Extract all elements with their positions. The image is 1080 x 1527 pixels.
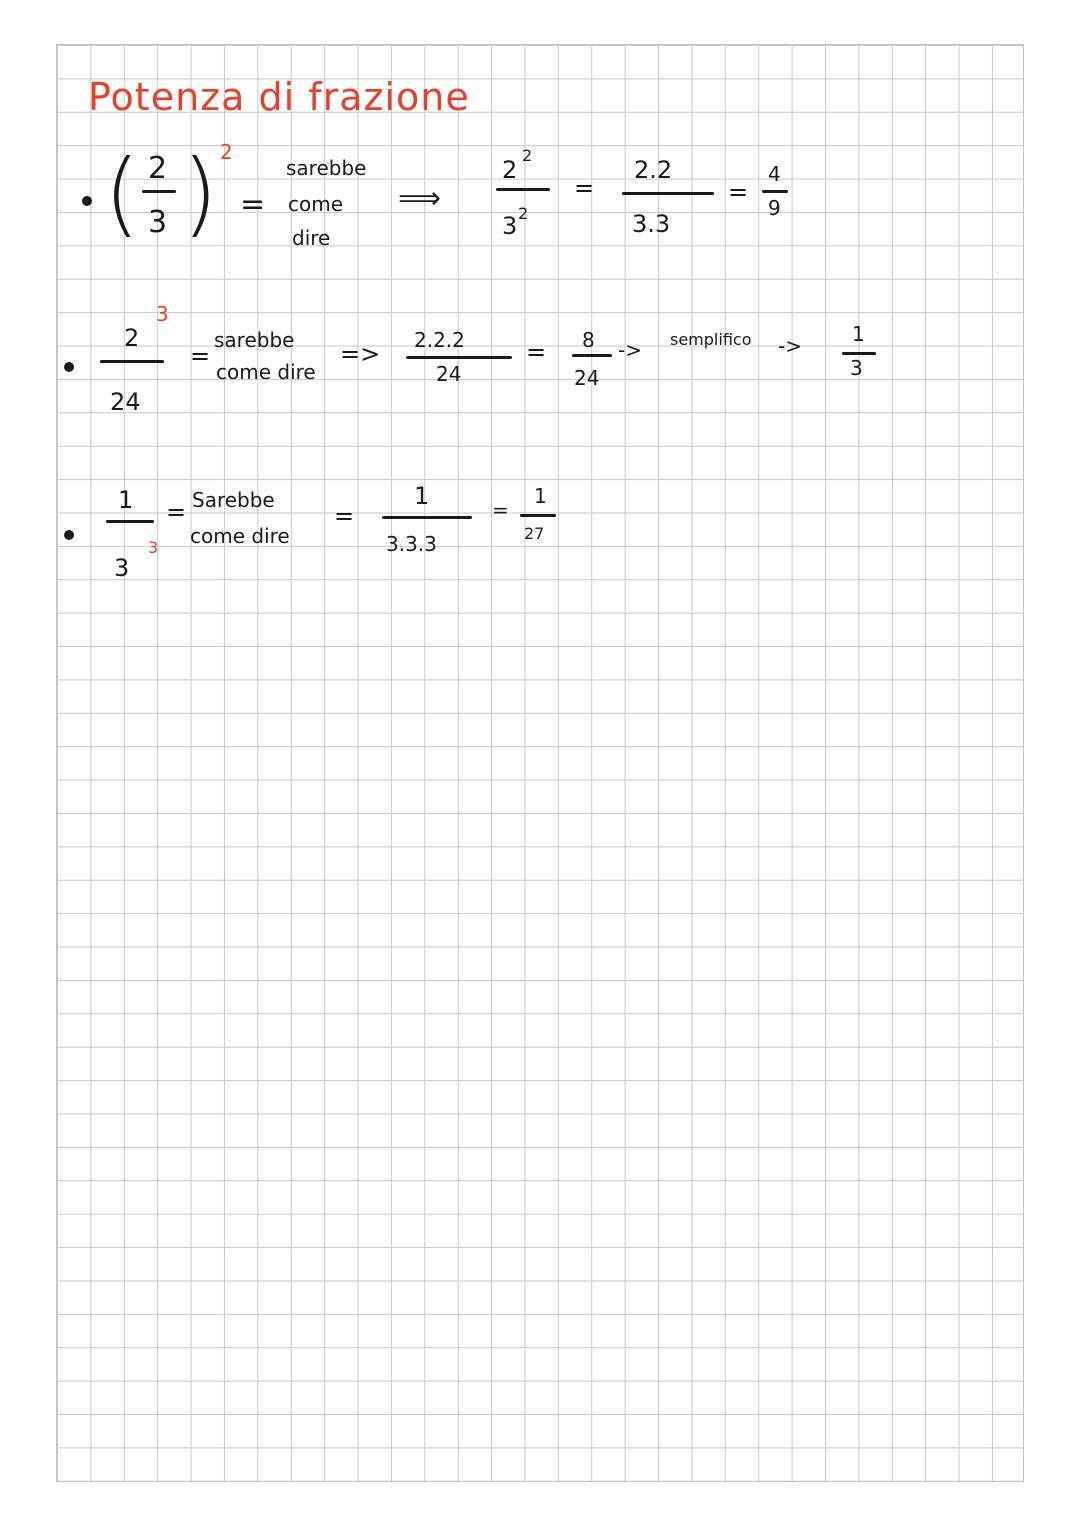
ex1-step2-bar xyxy=(622,192,714,195)
ex1-num: 2 xyxy=(148,151,168,186)
ex1-step1-den: 3 xyxy=(502,212,518,240)
ex1-step2-num: 2.2 xyxy=(634,156,673,184)
ex1-result-den: 9 xyxy=(768,196,781,220)
ex3-result-num: 1 xyxy=(534,484,547,508)
ex1-fraction-bar xyxy=(142,190,176,193)
ex2-arrow-2: -> xyxy=(618,338,642,362)
ex2-step2-bar xyxy=(572,354,612,357)
ex3-come-dire: come dire xyxy=(190,524,290,548)
open-paren: ( xyxy=(104,140,140,247)
page-title: Potenza di frazione xyxy=(88,75,470,119)
ex2-arrow: => xyxy=(340,340,381,368)
ex3-step1-num: 1 xyxy=(414,482,430,510)
ex1-come: come xyxy=(288,192,344,216)
ex2-equals: = xyxy=(190,342,211,370)
ex1-equals-2: = xyxy=(574,174,595,202)
ex1-result-bar xyxy=(762,190,788,193)
ex1-step1-num: 2 xyxy=(502,156,518,184)
ex1-arrow: ⟹ xyxy=(398,181,442,216)
ex1-den: 3 xyxy=(148,205,168,240)
ex2-fraction-bar xyxy=(100,360,164,363)
ex2-num: 2 xyxy=(124,324,140,352)
ex2-result-bar xyxy=(842,352,876,355)
ex3-sarebbe: Sarebbe xyxy=(192,488,275,512)
ex2-equals-2: = xyxy=(526,338,547,366)
ex3-step1-bar xyxy=(382,516,472,519)
ex2-step2-den: 24 xyxy=(574,366,600,390)
ex3-equals-3: = xyxy=(492,498,509,522)
ex2-come-dire: come dire xyxy=(216,360,316,384)
ex3-num: 1 xyxy=(118,486,134,514)
ex2-step1-den: 24 xyxy=(436,362,462,386)
ex3-fraction-bar xyxy=(106,520,154,523)
ex1-dire: dire xyxy=(292,226,331,250)
ex2-den: 24 xyxy=(110,388,141,416)
grid-paper xyxy=(56,44,1024,1482)
ex2-sarebbe: sarebbe xyxy=(214,328,295,352)
ex2-exponent: 3 xyxy=(156,302,169,326)
ex1-equals-3: = xyxy=(728,178,749,206)
ex1-sarebbe: sarebbe xyxy=(286,156,367,180)
ex2-result-den: 3 xyxy=(850,356,863,380)
ex1-step2-den: 3.3 xyxy=(632,210,671,238)
ex1-step1-bar xyxy=(496,188,550,191)
ex3-result-den: 27 xyxy=(524,524,545,543)
ex3-equals-2: = xyxy=(334,502,355,530)
ex2-step1-num: 2.2.2 xyxy=(414,328,465,352)
bullet-1 xyxy=(82,196,92,206)
ex2-semplifico: semplifico xyxy=(670,330,752,349)
ex2-step2-num: 8 xyxy=(582,328,595,352)
ex1-result-num: 4 xyxy=(768,162,781,186)
bullet-3 xyxy=(64,530,74,540)
close-paren: ) xyxy=(182,140,218,247)
ex3-result-bar xyxy=(520,514,556,517)
bullet-2 xyxy=(64,362,74,372)
ex1-step1-den-exp: 2 xyxy=(518,204,529,223)
ex3-step1-den: 3.3.3 xyxy=(386,532,437,556)
ex3-den: 3 xyxy=(114,554,130,582)
ex2-result-num: 1 xyxy=(852,322,865,346)
ex1-exponent: 2 xyxy=(220,140,233,164)
ex3-exponent: 3 xyxy=(148,538,159,557)
ex2-arrow-3: -> xyxy=(778,334,802,358)
ex1-equals: = xyxy=(240,187,266,222)
ex1-step1-num-exp: 2 xyxy=(522,146,533,165)
ex2-step1-bar xyxy=(406,356,512,359)
ex3-equals: = xyxy=(166,498,187,526)
